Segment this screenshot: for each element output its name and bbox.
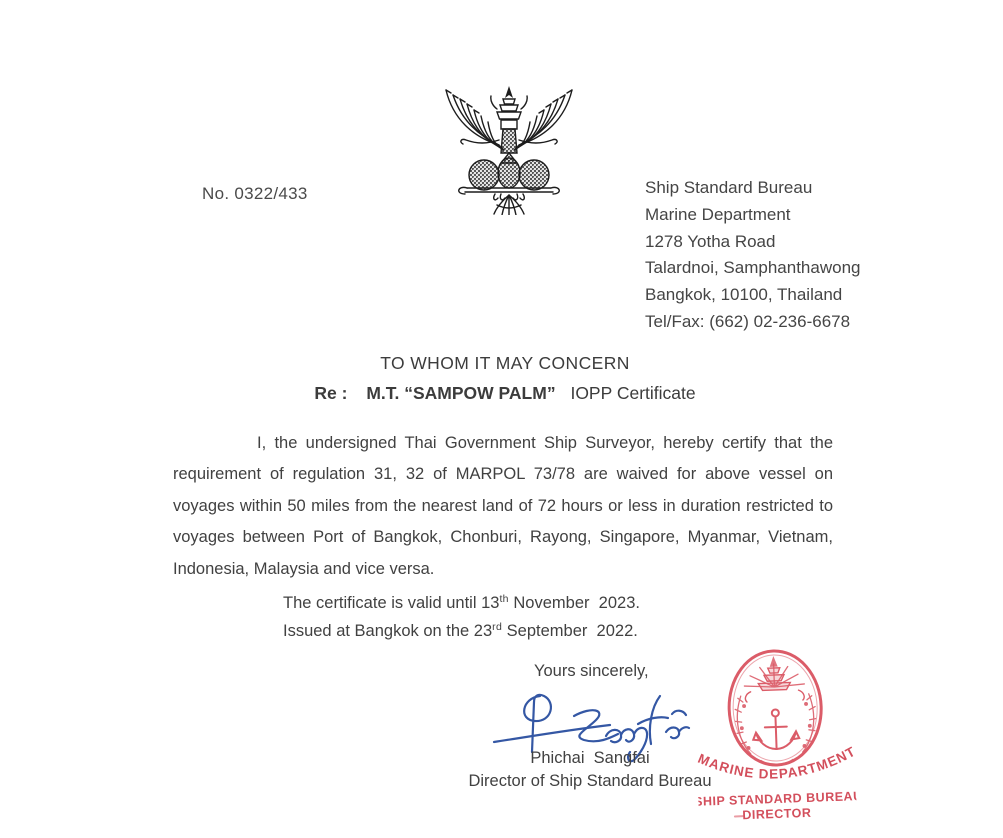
reference-number: No. 0322/433 (202, 184, 308, 203)
subject-line (0, 383, 1003, 404)
valid-until-line (283, 593, 640, 613)
closing-salutation: Yours sincerely, (534, 662, 649, 680)
official-stamp (693, 634, 858, 829)
garuda-emblem-icon (439, 83, 579, 215)
signer-name-text: Phichai Sangfai (530, 749, 650, 767)
body-line: requirement of regulation 31, 32 of MARPOL 73/78 are waived for above vessel on (173, 465, 833, 484)
subject-label: Re : (314, 383, 348, 403)
valid-until-text: The certificate is valid until 13 (283, 594, 500, 612)
issued-line (283, 621, 638, 641)
subject-rest: IOPP Certificate (570, 383, 696, 403)
body-line: voyages between Port of Bangkok, Chonburi, Rayong, Singapore, Myanmar, Vietnam, (173, 528, 833, 547)
valid-until-date: November 2023. (508, 594, 640, 612)
stamp-bureau-text: SHIP STANDARD BUREAU (693, 788, 858, 809)
stamp-arc-text: MARINE DEPARTMENT (695, 743, 858, 782)
signer-title: Director of Ship Standard Bureau (468, 772, 712, 790)
stamp-director-text: DIRECTOR (742, 805, 812, 823)
vessel-name: M.T. “SAMPOW PALM” (366, 383, 556, 403)
body-line: Indonesia, Malaysia and vice versa. (173, 559, 435, 578)
sender-line: Marine Department (645, 204, 791, 224)
body-line: voyages within 50 miles from the nearest land of 72 hours or less in duration restricted to (173, 496, 833, 515)
issued-date: September 2022. (502, 622, 638, 640)
letter-title: TO WHOM IT MAY CONCERN (380, 353, 630, 373)
issued-text: Issued at Bangkok on the 23 (283, 622, 493, 640)
ordinal-superscript: th (499, 593, 509, 605)
sender-line: Tel/Fax: (662) 02-236-6678 (645, 311, 851, 331)
sender-address-block (645, 175, 860, 336)
sender-line: 1278 Yotha Road (645, 231, 776, 251)
body-paragraph (173, 428, 833, 585)
sender-line: Talardnoi, Samphanthawong (645, 258, 861, 278)
ordinal-superscript: rd (492, 621, 503, 633)
body-line: I, the undersigned Thai Government Ship Surveyor, hereby certify that the (257, 434, 833, 452)
sender-line: Ship Standard Bureau (645, 178, 813, 197)
sender-line: Bangkok, 10100, Thailand (645, 285, 843, 305)
signer-name (470, 749, 710, 768)
